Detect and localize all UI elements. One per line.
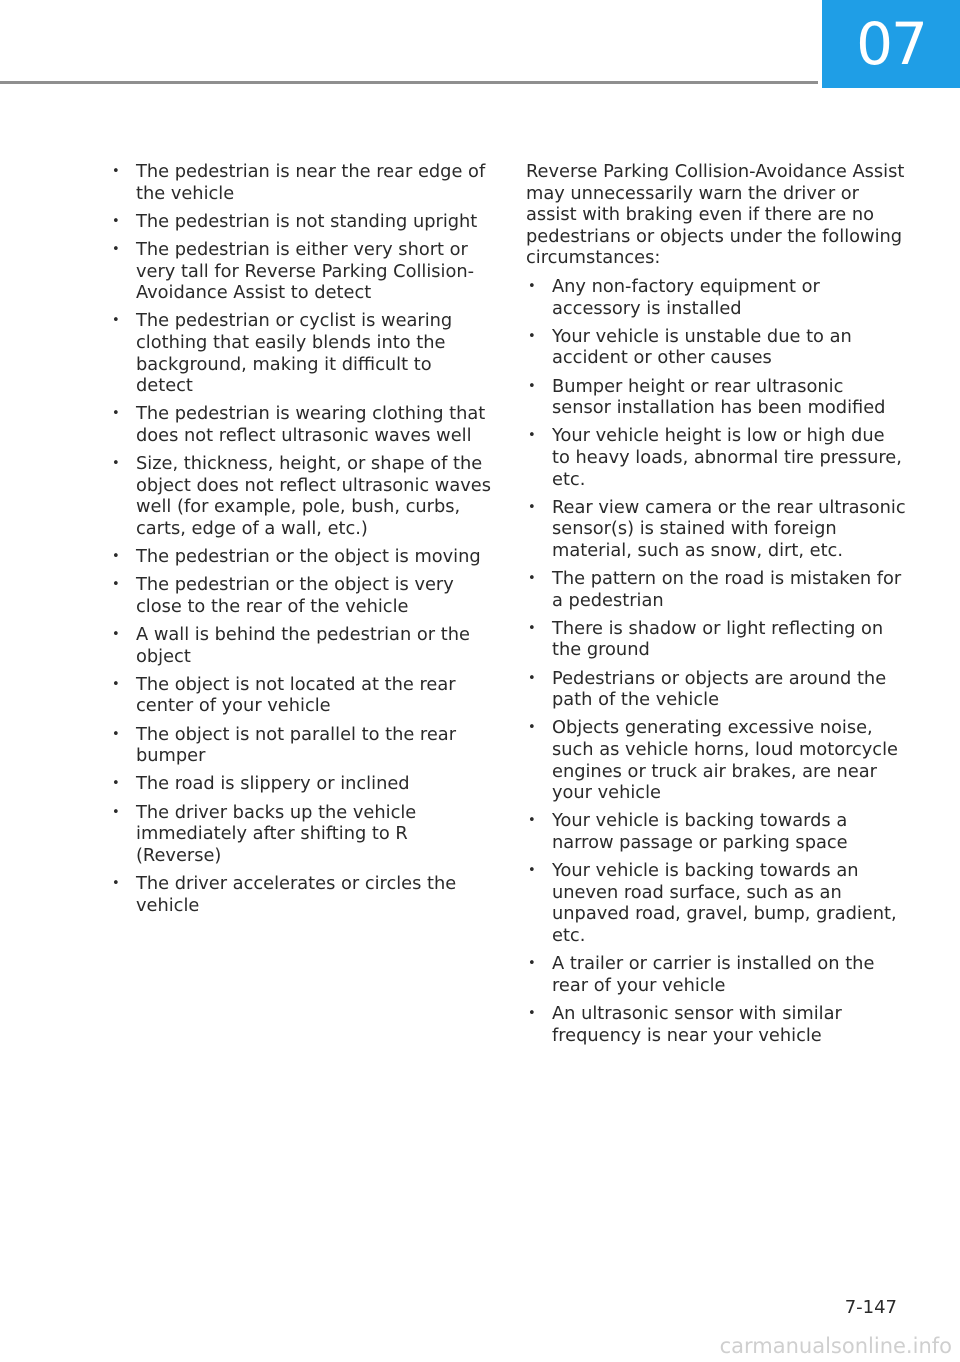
list-item-text: Your vehicle is unstable due to an accident or other causes [552,325,852,369]
bullet-icon: • [112,776,120,792]
bullet-icon: • [528,720,536,736]
list-item-text: The object is not parallel to the rear bumper [136,723,457,767]
list-item-text: Any non-factory equipment or accessory is installed [552,275,820,319]
bullet-icon: • [112,577,120,593]
bullet-icon: • [112,313,120,329]
list-item-text: The driver backs up the vehicle immediately after shifting to R (Reverse) [136,801,417,866]
list-item [526,376,906,419]
list-item [526,568,906,611]
list-item [526,425,906,490]
list-item [110,310,492,396]
bullet-icon: • [112,627,120,643]
bullet-icon: • [112,726,120,742]
list-item-text: There is shadow or light reflecting on the ground [552,617,884,661]
bullet-icon: • [528,620,536,636]
list-item-text: The pedestrian or cyclist is wearing clothing that easily blends into the background, making it difficult to detect [136,310,453,397]
list-item-text: The driver accelerates or circles the vehicle [136,872,457,916]
left-column [110,161,492,923]
bullet-icon: • [528,499,536,515]
bullet-icon: • [528,670,536,686]
list-item [526,668,906,711]
bullet-icon: • [112,241,120,257]
list-item-text: The pedestrian is near the rear edge of the vehicle [136,161,486,204]
right-column [526,161,906,1053]
bullet-icon: • [112,549,120,565]
list-item [110,773,492,795]
list-item [526,276,906,319]
list-item [110,724,492,767]
list-item-text: Size, thickness, height, or shape of the object does not reflect ultrasonic waves well (for example, pole, bush, curbs, carts, edge of a wall, etc.) [136,453,491,539]
list-item-text: An ultrasonic sensor with similar frequency is near your vehicle [552,1002,842,1046]
bullet-icon: • [528,1005,536,1021]
bullet-icon: • [112,456,120,472]
list-item [110,574,492,617]
list-item [110,239,492,304]
list-item [526,618,906,661]
bullet-icon: • [528,328,536,344]
bullet-icon: • [112,213,120,229]
list-item-text: Your vehicle is backing towards a narrow passage or parking space [552,810,848,853]
chapter-number: 07 [856,10,926,78]
bullet-icon: • [112,676,120,692]
bullet-icon: • [112,804,120,820]
list-item-text: Your vehicle height is low or high due to heavy loads, abnormal tire pressure, etc. [552,425,902,490]
list-item [526,1003,906,1046]
right-bullet-list [526,276,906,1046]
list-item [110,403,492,446]
list-item-text: Rear view camera or the rear ultrasonic sensor(s) is stained with foreign material, such as snow, dirt, etc. [552,496,906,561]
list-item-text: The object is not located at the rear center of your vehicle [136,673,456,717]
list-item-text: The pedestrian is wearing clothing that does not reflect ultrasonic waves well [136,403,486,446]
list-item [526,860,906,946]
list-item [526,497,906,562]
bullet-icon: • [528,956,536,972]
list-item-text: The pattern on the road is mistaken for a pedestrian [552,568,902,611]
list-item-text: The road is slippery or inclined [136,773,410,795]
bullet-icon: • [112,406,120,422]
list-item [526,953,906,996]
left-bullet-list [110,161,492,916]
list-item [110,453,492,539]
list-item-text: The pedestrian is either very short or very tall for Reverse Parking Collision-Avoidance Assist to detect [136,238,475,304]
bullet-icon: • [528,428,536,444]
bullet-icon: • [112,875,120,891]
list-item-text: Your vehicle is backing towards an uneven road surface, such as an unpaved road, gravel, bump, gradient, etc. [552,860,897,946]
list-item-text: A trailer or carrier is installed on the rear of your vehicle [552,953,875,996]
list-item-text: The pedestrian or the object is very close to the rear of the vehicle [136,574,454,617]
list-item [110,624,492,667]
right-intro-paragraph: Reverse Parking Collision-Avoidance Assist may unnecessarily warn the driver or assist with braking even if there are no pedestrians or objects under the following circumstances: [526,161,905,269]
list-item [526,326,906,369]
bullet-icon: • [528,378,536,394]
list-item-text: Objects generating excessive noise, such as vehicle horns, loud motorcycle engines or truck air brakes, are near your vehicle [552,717,898,804]
list-item-text: The pedestrian or the object is moving [136,546,481,568]
list-item [110,211,492,233]
bullet-icon: • [528,278,536,294]
chapter-tab [822,0,960,88]
list-item [526,717,906,803]
watermark-link[interactable]: carmanualsonline.info [719,1334,952,1358]
bullet-icon: • [528,813,536,829]
list-item-text: The pedestrian is not standing upright [136,210,478,232]
list-item [110,802,492,867]
list-item [110,674,492,717]
list-item [110,873,492,916]
page-number: 7-147 [844,1297,897,1318]
list-item [110,161,492,204]
list-item [110,546,492,568]
bullet-icon: • [528,571,536,587]
bullet-icon: • [528,863,536,879]
list-item [526,810,906,853]
list-item-text: Pedestrians or objects are around the path of the vehicle [552,667,887,711]
list-item-text: A wall is behind the pedestrian or the object [136,624,470,667]
list-item-text: Bumper height or rear ultrasonic sensor installation has been modified [552,375,886,419]
bullet-icon: • [112,164,120,179]
header-rule [0,81,818,84]
